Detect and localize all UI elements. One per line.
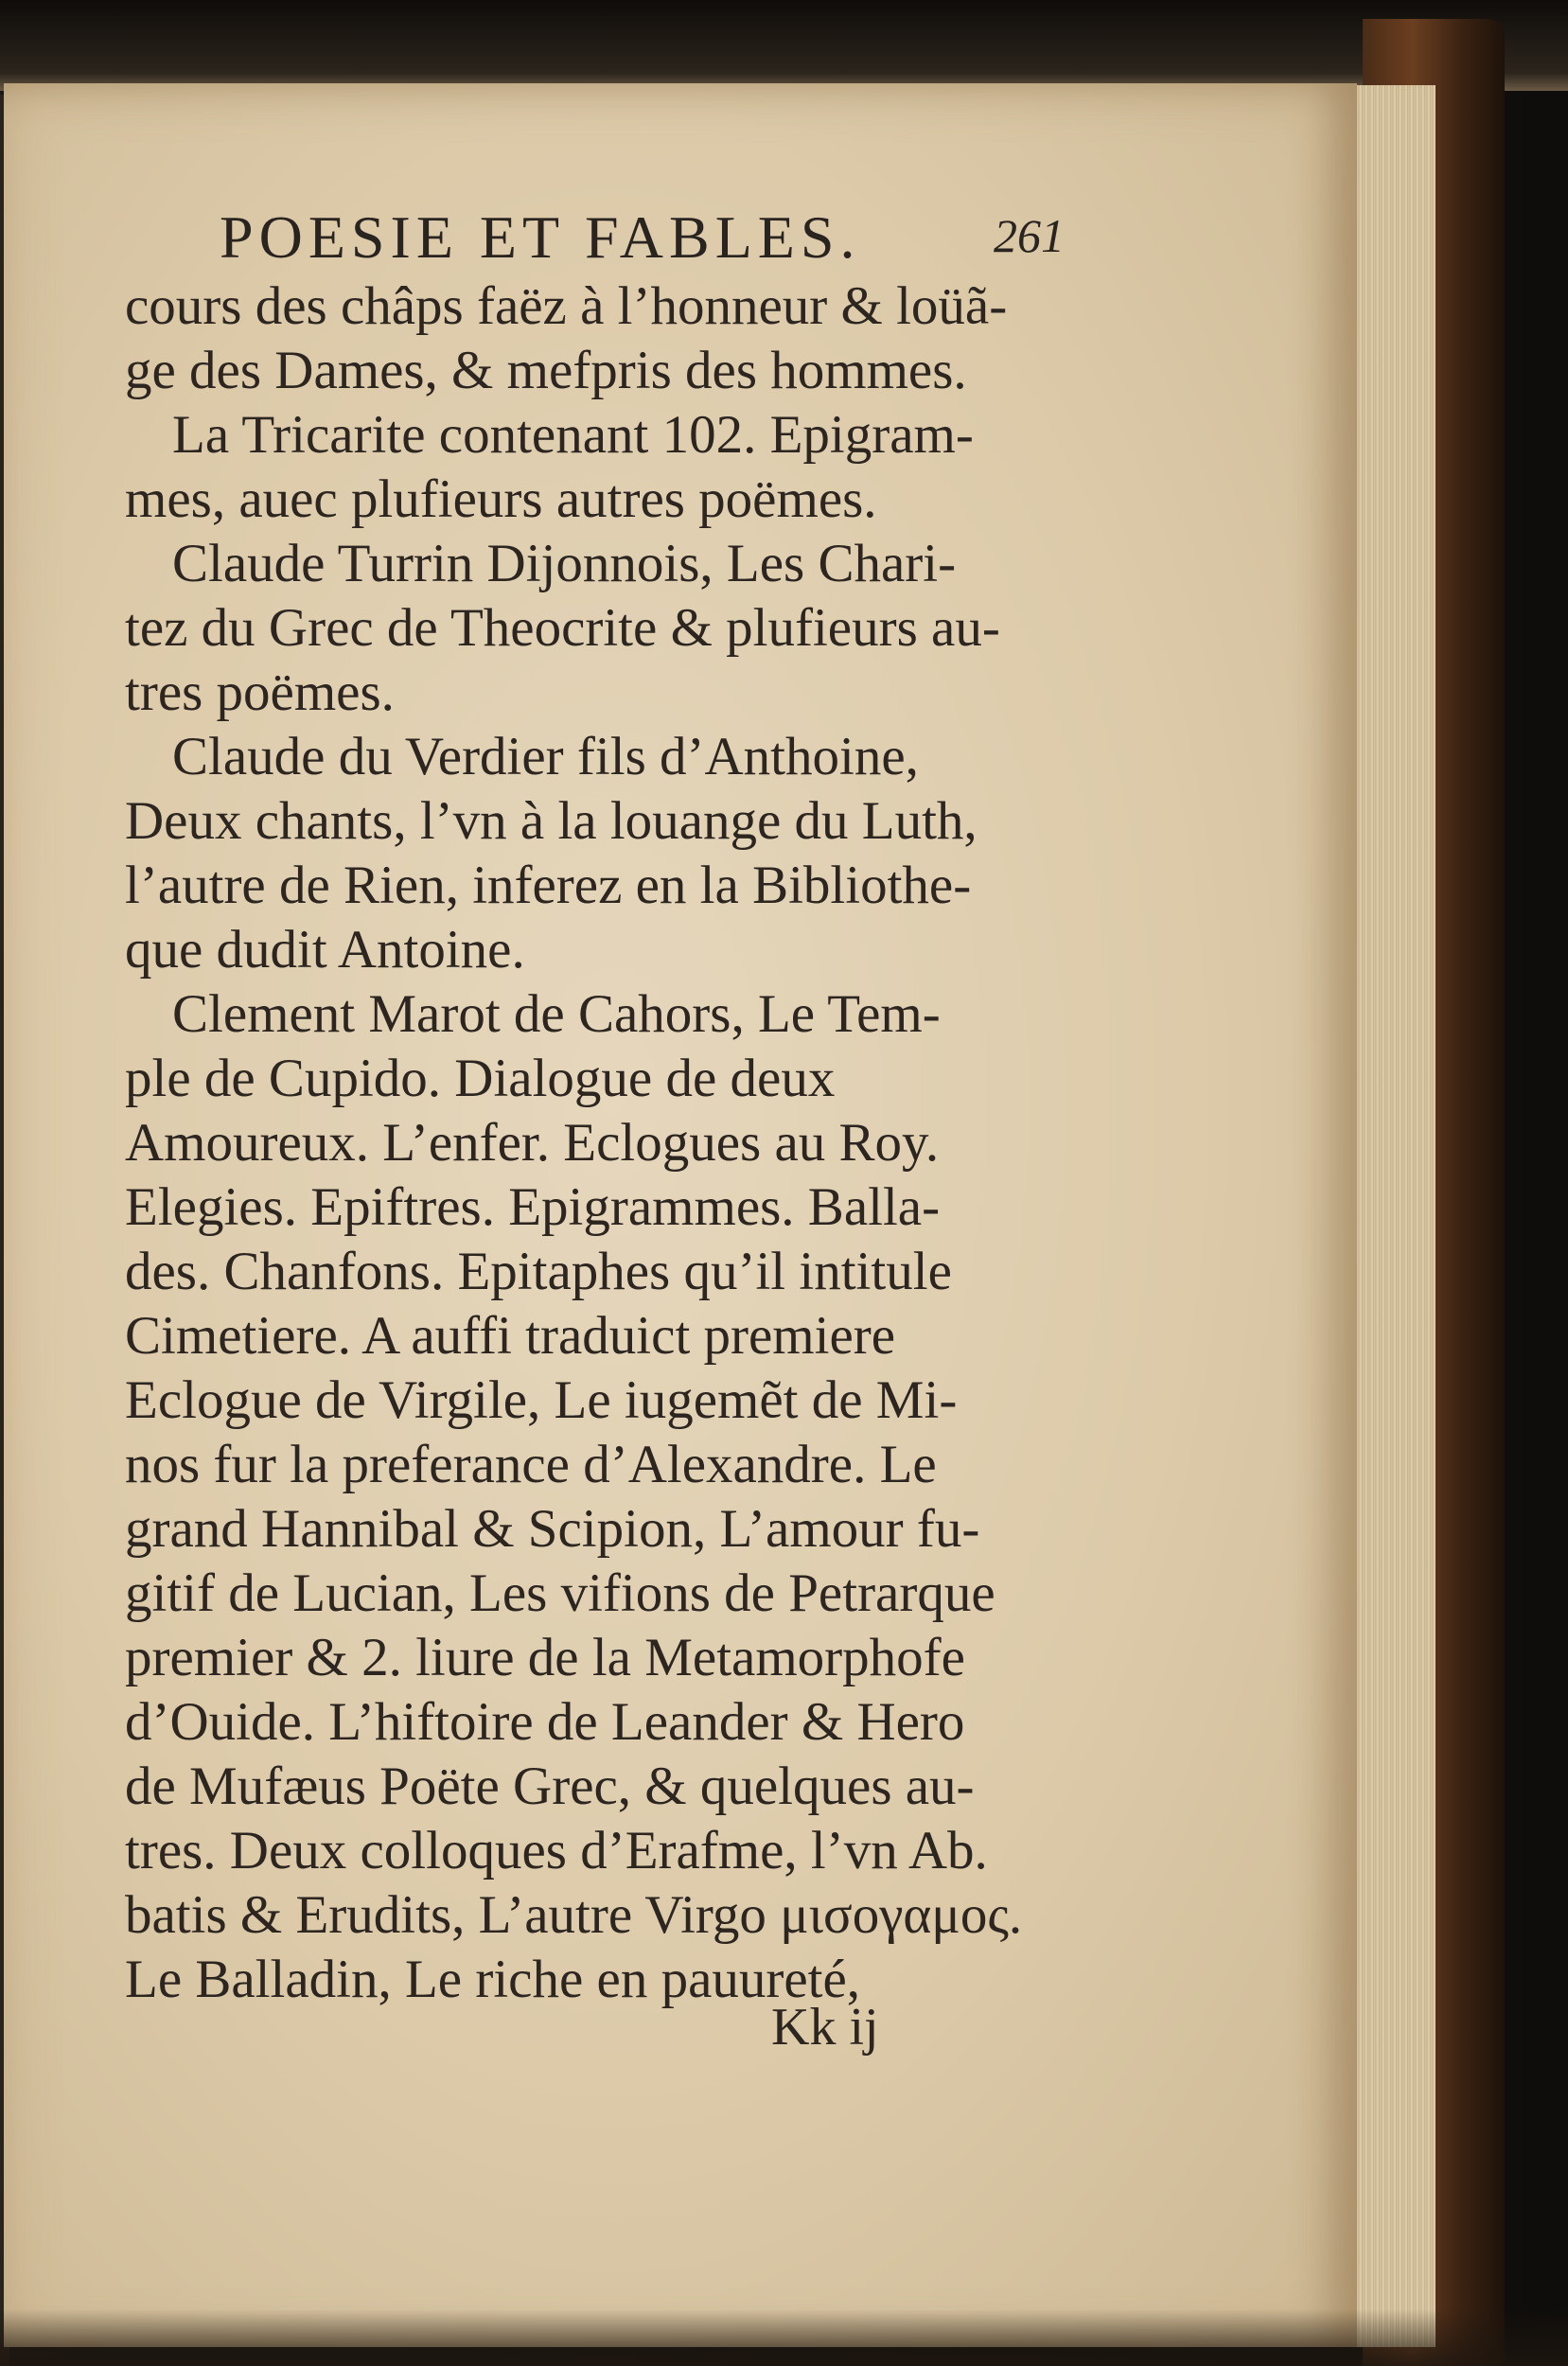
text-line: d’Ouide. L’hiftoire de Leander & Hero (125, 1692, 965, 1752)
scan-top-edge (0, 0, 1568, 91)
text-line: des. Chanfons. Epitaphes qu’il intitule (125, 1242, 952, 1301)
text-line: La Tricarite contenant 102. Epigram- (172, 405, 974, 465)
text-line: Eclogue de Virgile, Le iugemẽt de Mi- (125, 1370, 958, 1430)
text-line: premier & 2. liure de la Metamorphofe (125, 1628, 965, 1687)
text-line: que dudit Antoine. (125, 920, 525, 980)
page-edges (1344, 85, 1436, 2347)
scan-bottom-edge (0, 2309, 1568, 2366)
text-line: batis & Erudits, L’autre Virgo μισογαμος. (125, 1885, 1023, 1945)
text-line: cours des châps faëz à l’honneur & loüã- (125, 276, 1008, 336)
text-line: grand Hannibal & Scipion, L’amour fu- (125, 1499, 980, 1559)
signature-mark: Kk ij (771, 1998, 879, 2057)
text-line: Cimetiere. A auffi traduict premiere (125, 1306, 896, 1366)
text-line: Amoureux. L’enfer. Eclogues au Roy. (125, 1113, 940, 1173)
page-number: 261 (994, 209, 1065, 262)
text-line: Clement Marot de Cahors, Le Tem- (172, 984, 941, 1044)
text-line: Deux chants, l’vn à la louange du Luth, (125, 791, 978, 851)
text-line: ge des Dames, & mefpris des hommes. (125, 341, 967, 400)
text-line: tres poëmes. (125, 662, 395, 722)
text-line: tres. Deux colloques d’Erafme, l’vn Ab. (125, 1821, 988, 1880)
running-head: POESIE ET FABLES. (220, 203, 861, 271)
text-line: l’autre de Rien, inferez en la Bibliothe- (125, 856, 972, 915)
text-line: de Mufæus Poëte Grec, & quelques au- (125, 1757, 975, 1816)
text-line: Elegies. Epiftres. Epigrammes. Balla- (125, 1177, 941, 1237)
text-line: ple de Cupido. Dialogue de deux (125, 1049, 836, 1108)
text-line: gitif de Lucian, Les vifions de Petrarque (125, 1563, 995, 1623)
text-line: mes, auec plufieurs autres poëmes. (125, 469, 877, 529)
text-line: Le Balladin, Le riche en pauureté, (125, 1950, 861, 2009)
text-line: nos fur la preferance d’Alexandre. Le (125, 1435, 937, 1494)
text-line: Claude du Verdier fils d’Anthoine, (172, 727, 919, 786)
text-line: tez du Grec de Theocrite & plufieurs au- (125, 598, 1000, 658)
text-line: Claude Turrin Dijonnois, Les Chari- (172, 534, 957, 593)
